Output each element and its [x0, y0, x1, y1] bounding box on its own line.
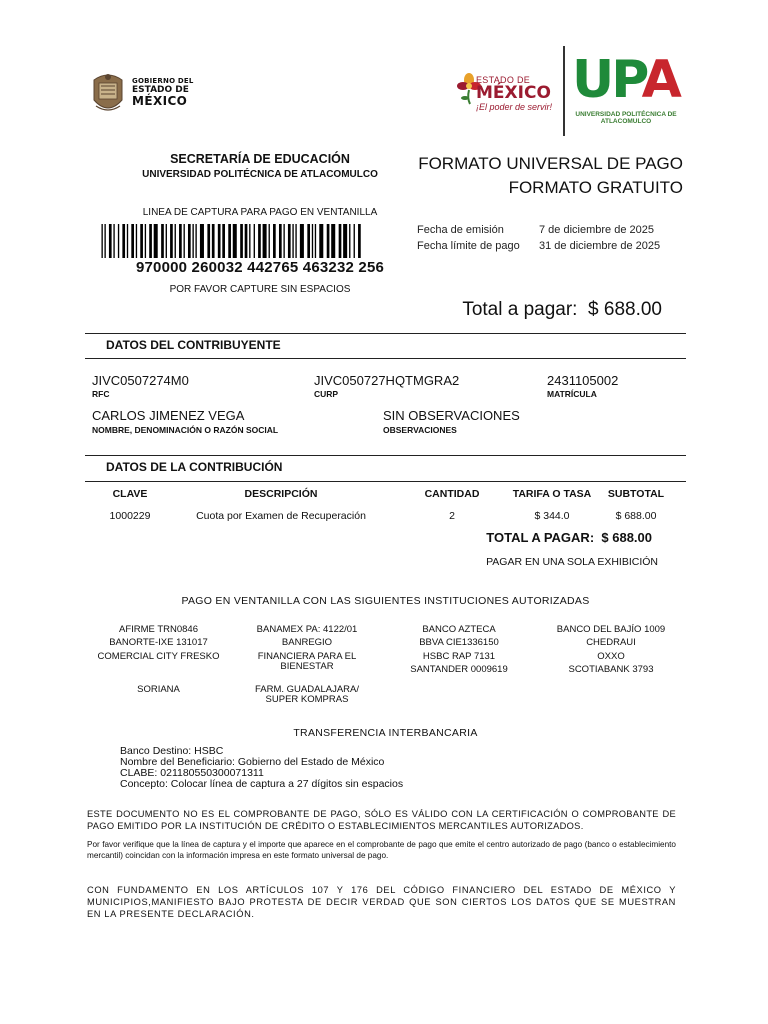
fecha-limite-value: 31 de diciembre de 2025 [539, 240, 661, 252]
bank-item: SORIANA [137, 683, 180, 695]
secretaria-title: SECRETARÍA DE EDUCACIÓN [170, 152, 350, 166]
barcode-bar [327, 224, 330, 258]
nombre-value: CARLOS JIMENEZ VEGA [92, 408, 245, 423]
barcode-bar [104, 224, 105, 258]
rfc-value: JIVC0507274M0 [92, 373, 189, 388]
observaciones-value: SIN OBSERVACIONES [383, 408, 520, 423]
barcode-bar [170, 224, 173, 258]
barcode-bar [113, 224, 114, 258]
barcode-bar [292, 224, 293, 258]
total-a-pagar [430, 299, 662, 321]
barcode-bar [249, 224, 250, 258]
matricula-label: MATRÍCULA [547, 389, 597, 399]
transfer-beneficiario: Nombre del Beneficiario: Gobierno del Estado de México [120, 756, 385, 769]
total-value: $ 688.00 [588, 299, 662, 320]
barcode-bar [283, 224, 284, 258]
barcode-bar [319, 224, 323, 258]
bank-item [382, 679, 536, 706]
barcode-bar [263, 224, 267, 258]
barcode-bar [233, 224, 237, 258]
barcode-bar [279, 224, 282, 258]
upa-letter-p: P [611, 50, 642, 110]
transferencia-details [120, 746, 600, 790]
barcode-bar [349, 224, 350, 258]
cell-tarifa: $ 344.0 [534, 510, 570, 522]
estado-de-mexico-logo [456, 72, 562, 122]
matricula-value: 2431105002 [547, 373, 619, 388]
bank-item: BANAMEX PA: 4122/01 [256, 624, 358, 635]
total-pagar-label: TOTAL A PAGAR: [486, 530, 595, 545]
barcode-bar [195, 224, 196, 258]
bank-item: OXXO [597, 650, 625, 662]
bank-item [85, 665, 232, 675]
bank-item: AFIRME TRN0846 [118, 624, 198, 635]
barcode-bar [358, 224, 361, 258]
curp-label: CURP [314, 389, 339, 399]
cell-subtotal: $ 688.00 [615, 510, 657, 522]
column-header-clave: CLAVE [112, 488, 148, 500]
barcode-bar [254, 224, 255, 258]
barcode-bar [218, 224, 221, 258]
universidad-subtitle: UNIVERSIDAD POLITÉCNICA DE ATLACOMULCO [142, 169, 378, 180]
bank-item: BANORTE-IXE 131017 [109, 637, 208, 649]
total-pagar-value: $ 688.00 [601, 530, 652, 545]
barcode-bar [245, 224, 248, 258]
divider [85, 481, 686, 482]
table-header-row [95, 484, 675, 504]
linea-captura-note: POR FAVOR CAPTURE SIN ESPACIOS [169, 284, 351, 295]
bank-item: FINANCIERA PARA EL BIENESTAR [257, 650, 357, 673]
rfc-label: RFC [92, 389, 110, 399]
barcode-bar [161, 224, 164, 258]
linea-captura-label: LINEA DE CAPTURA PARA PAGO EN VENTANILLA [142, 207, 378, 218]
bank-item: BBVA CIE1336150 [419, 637, 499, 649]
bank-item [536, 679, 686, 706]
aviso-fundamento: CON FUNDAMENTO EN LOS ARTÍCULOS 107 Y 176 DEL CÓDIGO FINANCIERO DEL ESTADO DE MÉXICO Y MUNICIPIOS,MANIFIESTO BAJO PROTESTA DE DECIR VERDAD QUE SON CIERTOS LOS DATOS QUE SE MUESTRAN EN LA PRESENTE DECLARACIÓN. [87, 885, 676, 920]
bank-item: BANREGIO [281, 637, 333, 649]
barcode-bar [300, 224, 304, 258]
barcode-bar [269, 224, 270, 258]
bank-item: CHEDRAUI [586, 637, 636, 649]
coat-of-arms-icon [90, 70, 126, 116]
barcode-bar [200, 224, 204, 258]
linea-captura-number: 970000 260032 442765 463232 256 [135, 259, 385, 276]
column-header-tarifa: TARIFA O TASA [512, 488, 592, 500]
barcode-bar [154, 224, 158, 258]
barcode-bar [166, 224, 167, 258]
contribucion-section-title: DATOS DE LA CONTRIBUCIÓN [106, 460, 283, 474]
barcode-bar [228, 224, 231, 258]
divider [85, 358, 686, 359]
bank-item: HSBC RAP 7131 [422, 650, 496, 662]
barcode-bar [175, 224, 176, 258]
gob-logo-line2: ESTADO DE [132, 84, 189, 95]
transfer-concepto: Concepto: Colocar línea de captura a 27 dígitos sin espacios [120, 778, 404, 791]
divider [85, 333, 686, 334]
gobierno-edomex-logo [90, 68, 200, 118]
barcode-bar [188, 224, 191, 258]
barcode-bar [307, 224, 310, 258]
bank-item: FARM. GUADALAJARA/ SUPER KOMPRAS [255, 683, 359, 706]
edomex-logo-slogan: ¡El poder de servir! [476, 102, 553, 112]
column-header-cantidad: CANTIDAD [424, 488, 480, 500]
barcode-bar [331, 224, 335, 258]
barcode-bar [109, 224, 112, 258]
fecha-emision-value: 7 de diciembre de 2025 [539, 224, 654, 236]
transferencia-title: TRANSFERENCIA INTERBANCARIA [293, 727, 478, 739]
bank-item: COMERCIAL CITY FRESKO [97, 650, 220, 662]
column-header-subtotal: SUBTOTAL [607, 488, 665, 500]
barcode-bar [315, 224, 316, 258]
barcode [97, 224, 367, 258]
bank-item: SCOTIABANK 3793 [568, 664, 654, 676]
una-sola-exhibicion: PAGAR EN UNA SOLA EXHIBICIÓN [486, 556, 658, 568]
barcode-bar [136, 224, 137, 258]
column-header-descripcion: DESCRIPCIÓN [244, 488, 318, 500]
cell-clave: 1000229 [109, 510, 151, 522]
barcode-bar [207, 224, 210, 258]
edomex-logo-line2: MÉXICO [476, 83, 551, 103]
table-row [95, 504, 675, 528]
upa-logo-letters [572, 50, 679, 110]
barcode-bar [354, 224, 355, 258]
barcode-bar [145, 224, 146, 258]
aviso-verificacion: Por favor verifique que la línea de captura y el importe que aparece en el comprobante de pago que emite el centro autorizado de pago (banco o establecimiento mercantil) coincidan con la información impresa en este formato universal de pago. [87, 840, 676, 860]
bank-item: BANCO DEL BAJÍO 1009 [556, 624, 666, 635]
gob-logo-line1: GOBIERNO DEL [132, 77, 194, 86]
barcode-bar [222, 224, 225, 258]
formato-title-line1: FORMATO UNIVERSAL DE PAGO [418, 154, 683, 173]
barcode-bar [339, 224, 342, 258]
upa-logo [570, 50, 682, 136]
fecha-emision-label: Fecha de emisión [417, 224, 504, 236]
observaciones-label: OBSERVACIONES [383, 425, 457, 435]
aviso-comprobante: ESTE DOCUMENTO NO ES EL COMPROBANTE DE PAGO, SÓLO ES VÁLIDO CON LA CERTIFICACIÓN O COMPROBANTE DE PAGO EMITIDO POR LA INSTITUCIÓN DE CRÉDITO O ESTABLECIMIENTOS MERCANTILES AUTORIZADOS. [87, 809, 676, 832]
bank-item: SANTANDER 0009619 [410, 664, 508, 676]
barcode-bar [295, 224, 296, 258]
formato-title-line2: FORMATO GRATUITO [508, 178, 683, 197]
contribucion-table [95, 484, 675, 528]
curp-value: JIVC050727HQTMGRA2 [314, 373, 460, 388]
barcode-bar [131, 224, 134, 258]
bank-list [85, 625, 686, 706]
total-a-pagar-row [470, 530, 652, 545]
fecha-limite-label: Fecha límite de pago [417, 240, 520, 252]
barcode-bar [179, 224, 182, 258]
transfer-clabe: CLABE: 021180550300071311 [120, 767, 264, 780]
barcode-bar [127, 224, 128, 258]
barcode-bar [149, 224, 152, 258]
barcode-bar [101, 224, 102, 258]
barcode-bar [192, 224, 193, 258]
contribuyente-section-title: DATOS DEL CONTRIBUYENTE [106, 338, 281, 352]
logo-divider [563, 46, 565, 136]
barcode-bar [184, 224, 185, 258]
nombre-label: NOMBRE, DENOMINACIÓN O RAZÓN SOCIAL [92, 425, 279, 435]
transfer-banco: Banco Destino: HSBC [120, 745, 224, 757]
barcode-bar [273, 224, 276, 258]
upa-letter-u: U [572, 50, 612, 110]
bank-item: BANCO AZTECA [422, 624, 496, 635]
barcode-bar [140, 224, 143, 258]
gob-logo-line3: MÉXICO [132, 94, 188, 109]
barcode-bar [118, 224, 119, 258]
cell-descripcion: Cuota por Examen de Recuperación [196, 510, 366, 522]
barcode-bar [122, 224, 125, 258]
barcode-bar [312, 224, 313, 258]
edomex-logo-line1: ESTADO DE [476, 75, 531, 85]
barcode-bar [240, 224, 243, 258]
barcode-bar [212, 224, 215, 258]
barcode-bar [343, 224, 347, 258]
upa-letter-a: A [641, 50, 679, 110]
total-label: Total a pagar: [462, 299, 578, 320]
barcode-bar [288, 224, 291, 258]
divider [85, 455, 686, 456]
upa-logo-subtitle: UNIVERSIDAD POLITÉCNICA DE ATLACOMULCO [575, 111, 677, 125]
ventanilla-title: PAGO EN VENTANILLA CON LAS SIGUIENTES INSTITUCIONES AUTORIZADAS [181, 595, 590, 607]
cell-cantidad: 2 [449, 510, 455, 522]
barcode-bar [258, 224, 261, 258]
